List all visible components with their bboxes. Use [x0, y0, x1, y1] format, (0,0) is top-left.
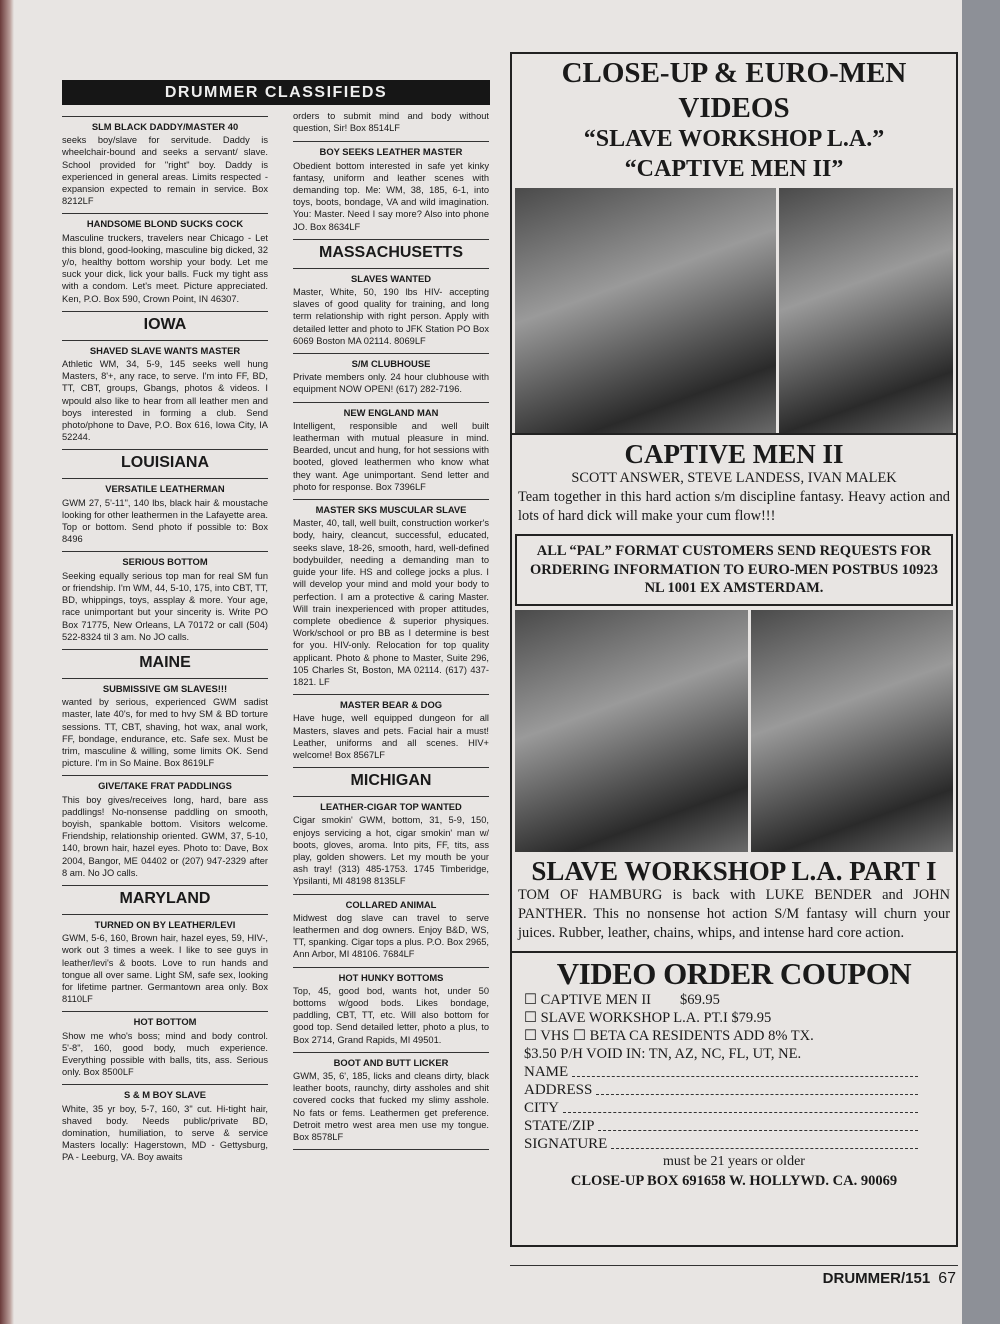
- description: Team together in this hard action s/m discipline fantasy. Heavy action and lots of hard dick will make your cum flow!!!: [518, 489, 950, 524]
- ad-title: S/M CLUBHOUSE: [351, 358, 431, 370]
- signature-field[interactable]: SIGNATURE: [524, 1135, 944, 1153]
- classifieds-column-2: [293, 110, 489, 1150]
- shipping-note: $3.50 P/H VOID IN: TN, AZ, NC, FL, UT, NE.: [524, 1045, 802, 1062]
- ad-title: HANDSOME BLOND SUCKS COCK: [86, 218, 244, 230]
- ad-body: Master, White, 50, 190 lbs HIV- accepting slaves of good quality for training, and long term relationship with right person. Apply with detailed letter and photo to JFK Station PO Box 6069 Boston MA 02114. 8069LF: [293, 287, 489, 346]
- classified-ad: [62, 478, 268, 547]
- pal-notice: ALL “PAL” FORMAT CUSTOMERS SEND REQUESTS FOR ORDERING INFORMATION TO EURO-MEN POSTBUS 10923 NL 1001 EX AMSTERDAM.: [515, 534, 953, 606]
- order-option[interactable]: ☐ SLAVE WORKSHOP L.A. PT.I $79.95: [524, 1009, 772, 1026]
- classified-ad: [62, 1084, 268, 1165]
- classified-ad: [62, 914, 268, 1007]
- page-binding-edge: [0, 0, 14, 1324]
- photo-strip: [512, 188, 956, 433]
- ad-body: Midwest dog slave can travel to serve leathermen and dog owners. Enjoy B&D, WS, TT, spanking. Cigar tops a plus. P.O. Box 2965, Ann Arbor, MI 48106. 7684LF: [293, 912, 489, 960]
- classified-ad: [62, 116, 268, 209]
- page-folio: DRUMMER/151 67: [822, 1270, 956, 1287]
- ad-body: Athletic WM, 34, 5-9, 145 seeks well hung Masters, 8'+, any race, to serve. I'm into FF, BD, TT, CBT, groups, Gbangs, photos & videos. I wpould also like to hear from all leather men and boys interested in forming a club. Send photo/phone to Dave, P.O. Box 616, Iowa City, IA 52244.: [62, 359, 268, 443]
- photo: [751, 610, 953, 852]
- ad-title: SLAVES WANTED: [350, 272, 432, 284]
- coupon-heading: VIDEO ORDER COUPON: [556, 955, 912, 991]
- ad-body: GWM, 35, 6', 185, licks and cleans dirty, black leather boots, raunchy, dirty assholes and shit covered cocks that fucked my slimy asshole. No fats or fems. Leathermen get preference. Detroit metro west area men use my tongue. Box 8578LF: [293, 1071, 489, 1143]
- classified-ad: [62, 213, 268, 306]
- classified-ad: [293, 796, 489, 889]
- ad-title: VIDEOS: [678, 92, 790, 124]
- slave-workshop-section: [512, 852, 956, 947]
- ad-body: Master, 40, tall, well built, construction worker's body, hairy, cleancut, successful, educated, seeks slave, 18-26, smooth, hard, well-defined bodybuilder, needing a demanding man to guide your life. HS and college jocks a plus. I will develop your mind and mold your body to perfection. I am a protective & caring Master. Will train inexperienced with proper attitudes, complete obedience & superior physiques. Work/school or pro BB as I determine is best for you. HIV-only. Relocation for top quality applicant. Photo & phone to Master, Suite 296, 105 Charles St, Boston, MA 02114. (617) 437-1821. LF: [293, 518, 489, 687]
- classified-ad: [293, 499, 489, 690]
- classified-ad: [62, 678, 268, 771]
- format-option[interactable]: ☐ VHS ☐ BETA CA RESIDENTS ADD 8% TX.: [524, 1027, 814, 1044]
- ad-title: NEW ENGLAND MAN: [343, 406, 439, 418]
- ad-body: seeks boy/slave for servitude. Daddy is wheelchair-bound and seeks a servant/ slave. School provided for "right" boy. Daddy is experienced in general areas. Limits respected - expansion expected to remain in service. Box 8212LF: [62, 135, 268, 207]
- classified-ad: [62, 340, 268, 446]
- captive-men-section: [512, 433, 956, 530]
- mailing-address: CLOSE-UP BOX 691658 W. HOLLYWD. CA. 90069: [570, 1172, 898, 1189]
- ad-subtitle: “CAPTIVE MEN II”: [624, 156, 844, 182]
- video-advertisement: [510, 52, 958, 1247]
- ad-title: SLM BLACK DADDY/MASTER 40: [91, 121, 239, 132]
- ad-body: Seeking equally serious top man for real SM fun or friendship. I'm WM, 44, 5-10, 175, into CBT, TT, BD, whippings, toys, assplay & more. Your age, race unimportant but your sincerity is. Write PO Box 71775, New Orleans, LA 70172 or call (504) 522-8324 til 3 am. No JO calls.: [62, 570, 268, 642]
- photo-strip: [512, 610, 956, 852]
- classified-ad: [62, 775, 268, 881]
- state-heading: MAINE: [62, 649, 268, 674]
- scan-background: [962, 0, 1000, 1324]
- photo: [515, 188, 776, 433]
- ad-title: TURNED ON BY LEATHER/LEVI: [94, 918, 236, 930]
- state-heading: MARYLAND: [62, 885, 268, 910]
- ad-title: CLOSE-UP & EURO-MEN: [561, 57, 907, 89]
- ad-title: MASTER BEAR & DOG: [339, 699, 443, 711]
- ad-body: Show me who's boss; mind and body control. 5'-8", 160, good body, much experience. Everything possible with balls, tits, ass. Serious only. Box 8500LF: [62, 1030, 268, 1078]
- state-heading: IOWA: [62, 311, 268, 336]
- classifieds-column-1: [62, 112, 268, 1166]
- ad-subtitle: “SLAVE WORKSHOP L.A.”: [583, 126, 885, 152]
- ad-title: MASTER SKS MUSCULAR SLAVE: [315, 504, 467, 516]
- ad-body: GWM, 5-6, 160, Brown hair, hazel eyes, 59, HIV-, work out 3 times a week. I like to see guys in leather/levi's & boots. Love to run hands and tongue all over same. Light SM, safe sex, looking for lifetime partner. Germantown area only. Box 8110LF: [62, 933, 268, 1005]
- city-field[interactable]: CITY: [524, 1099, 944, 1117]
- classified-ad: [293, 694, 489, 763]
- ad-body: Top, 45, good bod, wants hot, under 50 bottoms w/good bods. Likes bondage, paddling, CBT, TT, etc. Will also bottom for good top. Send detailed letter, photo a plus, to Box 2714, Grand Rapids, MI 49501.: [293, 985, 489, 1045]
- ad-body: White, 35 yr boy, 5-7, 160, 3" cut. Hi-tight hair, shaved body. Needs public/private BD, domination, humiliation, to serve & service Masters locally: Hagerstown, MD - Gettysburg, PA - Leeburg, VA. Boy awaits: [62, 1103, 268, 1163]
- classified-ad: [293, 967, 489, 1048]
- classified-ad: [293, 894, 489, 963]
- name-field[interactable]: NAME: [524, 1063, 944, 1081]
- section-heading: CAPTIVE MEN II: [624, 439, 844, 469]
- order-coupon: [512, 951, 956, 1195]
- classified-ad: [293, 353, 489, 398]
- classified-ad: [62, 551, 268, 644]
- photo: [779, 188, 953, 433]
- classified-ad: [62, 1011, 268, 1080]
- age-note: must be 21 years or older: [663, 1153, 805, 1169]
- divider: [293, 1149, 489, 1150]
- ad-title: SHAVED SLAVE WANTS MASTER: [89, 344, 241, 356]
- ad-body: wanted by serious, experienced GWM sadist master, late 40's, for med to hvy SM & BD torture sessions. TT, CBT, shaving, hot wax, anal work, FF, bondage, endurance, etc. Safe sex. Must be trim, masculine & willing, some limits OK. Send picture. I'm in So Maine. Box 8619LF: [62, 697, 268, 769]
- ad-title: VERSATILE LEATHERMAN: [105, 483, 225, 495]
- ad-body: GWM 27, 5'-11", 140 lbs, black hair & moustache looking for other leathermen in the Lafayette area. Top or bottom. Send photo if possible to: Box 8496: [62, 497, 268, 545]
- ad-body: Intelligent, responsible and well built leatherman with mutual pleasure in mind. Bearded, uncut and hung, for hot sessions with booted, gloved leathermen who know what they want. Age unimportant. Send letter and photo for response. Box 7396LF: [293, 420, 489, 492]
- order-option[interactable]: ☐ CAPTIVE MEN II $69.95: [524, 991, 720, 1008]
- classified-ad: [293, 141, 489, 234]
- ad-body: Cigar smokin' GWM, bottom, 31, 5-9, 150, enjoys servicing a hot, cigar smokin' man w/ boots, gloves, aroma. Into pits, FF, tits, ass play, golden showers. Let my mouth be your ash tray! (313) 485-1753. 1745 Timberidge, Ypsilanti, MI 48198 8135LF: [293, 815, 489, 887]
- address-field[interactable]: ADDRESS: [524, 1081, 944, 1099]
- classified-ad: [293, 402, 489, 495]
- ad-title: BOY SEEKS LEATHER MASTER: [319, 146, 463, 158]
- ad-title: COLLARED ANIMAL: [345, 898, 437, 910]
- continued-ad: orders to submit mind and body without question, Sir! Box 8514LF: [293, 111, 489, 134]
- state-zip-field[interactable]: STATE/ZIP: [524, 1117, 944, 1135]
- divider: [510, 1265, 958, 1266]
- state-heading: MASSACHUSETTS: [293, 239, 489, 264]
- ad-title: BOOT AND BUTT LICKER: [333, 1056, 449, 1068]
- ad-title: GIVE/TAKE FRAT PADDLINGS: [98, 780, 232, 792]
- ad-title: LEATHER-CIGAR TOP WANTED: [320, 801, 462, 813]
- ad-body: Have huge, well equipped dungeon for all Masters, slaves and pets. Facial hair a must! Leather, uniforms and all scenes. HIV+ welcome! Box 8567LF: [293, 713, 489, 760]
- description: TOM OF HAMBURG is back with LUKE BENDER and JOHN PANTHER. This no nonsense hot action S/M fantasy will churn your juices. Rubber, leather, chains, whips, and intense hard core action.: [518, 886, 950, 941]
- ad-title: SUBMISSIVE GM SLAVES!!!: [102, 682, 228, 694]
- section-heading: SLAVE WORKSHOP L.A. PART I: [531, 855, 937, 886]
- ad-title: S & M BOY SLAVE: [124, 1089, 206, 1101]
- ad-body: Obedient bottom interested in safe yet kinky fantasy, uniform and leather scenes with demanding top. Me: WM, 38, 185, 6-1, into toys, boots, bondage, VA and wild imagination. You: Master. Need I say more? Also into phone JO. Box 8634LF: [293, 160, 489, 232]
- state-heading: LOUISIANA: [62, 449, 268, 474]
- classified-ad: [293, 268, 489, 349]
- section-banner: DRUMMER CLASSIFIEDS: [62, 80, 490, 105]
- ad-title: HOT HUNKY BOTTOMS: [338, 971, 444, 983]
- ad-title: SERIOUS BOTTOM: [122, 556, 208, 568]
- cast-list: SCOTT ANSWER, STEVE LANDESS, IVAN MALEK: [571, 470, 897, 486]
- classified-ad: [293, 1052, 489, 1145]
- ad-title: HOT BOTTOM: [133, 1016, 197, 1028]
- state-heading: MICHIGAN: [293, 767, 489, 792]
- ad-body: This boy gives/receives long, hard, bare ass paddlings! No-nonsense paddling on smooth, boyish, spankable bottom. Visitors welcome. Friendship, relationship oriented. GWM, 37, 5-10, 140, brown hair, hazel eyes. Photo to: Dave, Box 2004, Bangor, ME 04402 or (207) 947-2329 after 8 am. No JO calls.: [62, 794, 268, 878]
- page-number: 67: [938, 1270, 956, 1287]
- ad-body: Masculine truckers, travelers near Chicago - Let this blond, good-looking, masculine big dicked, 32 y/o, healthy bottom worship your body. Let me suck your dick, lick your balls. Fuck my tight ass with a condom. Let's meet. Picture appreciated. Ken, P.O. Box 590, Crown Point, IN 46307.: [62, 232, 268, 304]
- ad-body: Private members only. 24 hour clubhouse with equipment NOW OPEN! (617) 282-7196.: [293, 372, 489, 395]
- photo: [515, 610, 748, 852]
